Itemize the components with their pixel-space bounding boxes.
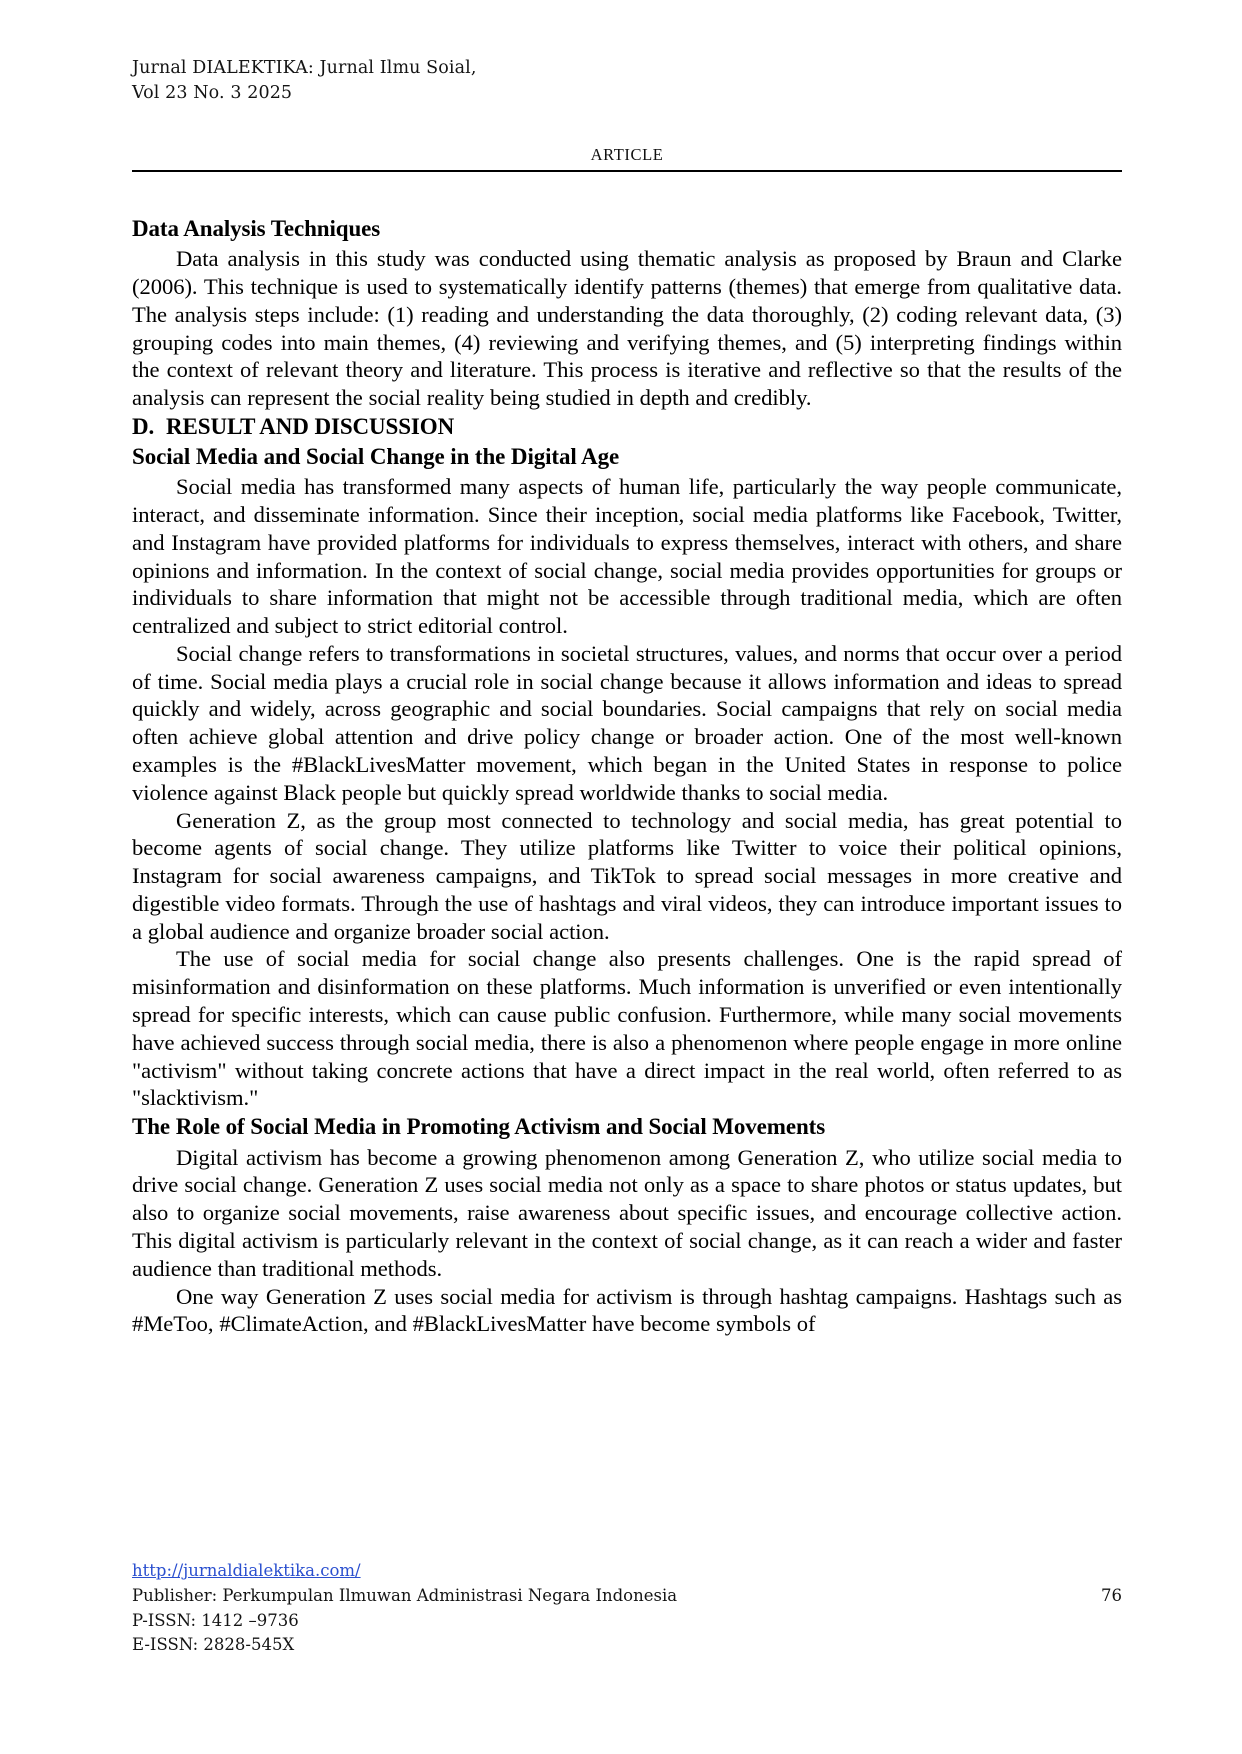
paragraph-social-media-1: Social media has transformed many aspects of human life, particularly the way people communicate, interact, and disseminate information. Since their inception, social media platforms like Facebook, Twitter, and Instagram have provided platforms for individuals to express themselves, interact with others, and share opinions and information. In the context of social change, social media provides opportunities for groups or individuals to share information that might not be accessible through traditional media, which are often centralized and subject to strict editorial control. xyxy=(132,474,1122,639)
section-heading-result-and-discussion xyxy=(132,412,1122,442)
journal-title-line: Jurnal DIALEKTIKA: Jurnal Ilmu Soial, xyxy=(132,58,477,78)
p-issn-text: P-ISSN: 1412 –9736 xyxy=(132,1610,299,1630)
footer-url-row xyxy=(132,1559,1122,1584)
journal-url-link[interactable]: http://jurnaldialektika.com/ xyxy=(132,1561,361,1580)
paragraph-social-media-3: Generation Z, as the group most connected to technology and social media, has great potential to become agents of social change. They utilize platforms like Twitter to voice their political opinions, Instagram for social awareness campaigns, and TikTok to spread social messages in more creative and digestible video formats. Through the use of hashtags and viral videos, they can introduce important issues to a global audience and organize broader social action. xyxy=(132,807,1122,944)
publisher-text: Publisher: Perkumpulan Ilmuwan Administrasi Negara Indonesia xyxy=(132,1585,678,1605)
header-divider xyxy=(132,170,1122,172)
heading-social-media-and-social-change: Social Media and Social Change in the Digital Age xyxy=(132,443,620,469)
paragraph-social-media-4: The use of social media for social change also presents challenges. One is the rapid spread of misinformation and disinformation on these platforms. Much information is unverified or even intentionally spread for specific interests, which can cause public confusion. Furthermore, while many social movements have achieved success through social media, there is also a phenomenon where people engage in more online "activism" without taking concrete actions that have a direct impact in the real world, often referred to as "slacktivism." xyxy=(132,946,1122,1111)
page-number: 76 xyxy=(1101,1585,1122,1605)
footer-publisher-row xyxy=(132,1584,1122,1609)
heading-data-analysis-techniques: Data Analysis Techniques xyxy=(132,215,381,241)
section-title: RESULT AND DISCUSSION xyxy=(166,413,455,439)
e-issn-text: E-ISSN: 2828-545X xyxy=(132,1635,295,1655)
heading-role-of-social-media: The Role of Social Media in Promoting Activism and Social Movements xyxy=(132,1114,826,1140)
paragraph-data-analysis: Data analysis in this study was conducted using thematic analysis as proposed by Braun and Clarke (2006). This technique is used to systematically identify patterns (themes) that emerge from qualitative data. The analysis steps include: (1) reading and understanding the data thoroughly, (2) coding relevant data, (3) grouping codes into main themes, (4) reviewing and verifying themes, and (5) interpreting findings within the context of relevant theory and literature. This process is iterative and reflective so that the results of the analysis can represent the social reality being studied in depth and credibly. xyxy=(132,246,1122,411)
paragraph-role-1: Digital activism has become a growing phenomenon among Generation Z, who utilize social media to drive social change. Generation Z uses social media not only as a space to share photos or status updates, but also to organize social movements, raise awareness about specific issues, and encourage collective action. This digital activism is particularly relevant in the context of social change, as it can reach a wider and faster audience than traditional methods. xyxy=(132,1144,1122,1281)
article-type-label: ARTICLE xyxy=(590,144,664,164)
page-footer xyxy=(132,1559,1122,1658)
paragraph-role-2: One way Generation Z uses social media for activism is through hashtag campaigns. Hashtags such as #MeToo, #ClimateAction, and #BlackLivesMatter have become symbols of xyxy=(132,1283,1122,1337)
journal-volume-line: Vol 23 No. 3 2025 xyxy=(132,83,293,104)
article-body xyxy=(132,214,1122,1338)
paragraph-social-media-2: Social change refers to transformations in societal structures, values, and norms that occur over a period of time. Social media plays a crucial role in social change because it allows information and ideas to spread quickly and widely, across geographic and social boundaries. Social campaigns that rely on social media often achieve global attention and drive policy change or broader action. One of the most well-known examples is the #BlackLivesMatter movement, which began in the United States in response to police violence against Black people but quickly spread worldwide thanks to social media. xyxy=(132,640,1122,805)
section-letter: D. xyxy=(132,413,155,439)
running-head xyxy=(132,56,1122,107)
